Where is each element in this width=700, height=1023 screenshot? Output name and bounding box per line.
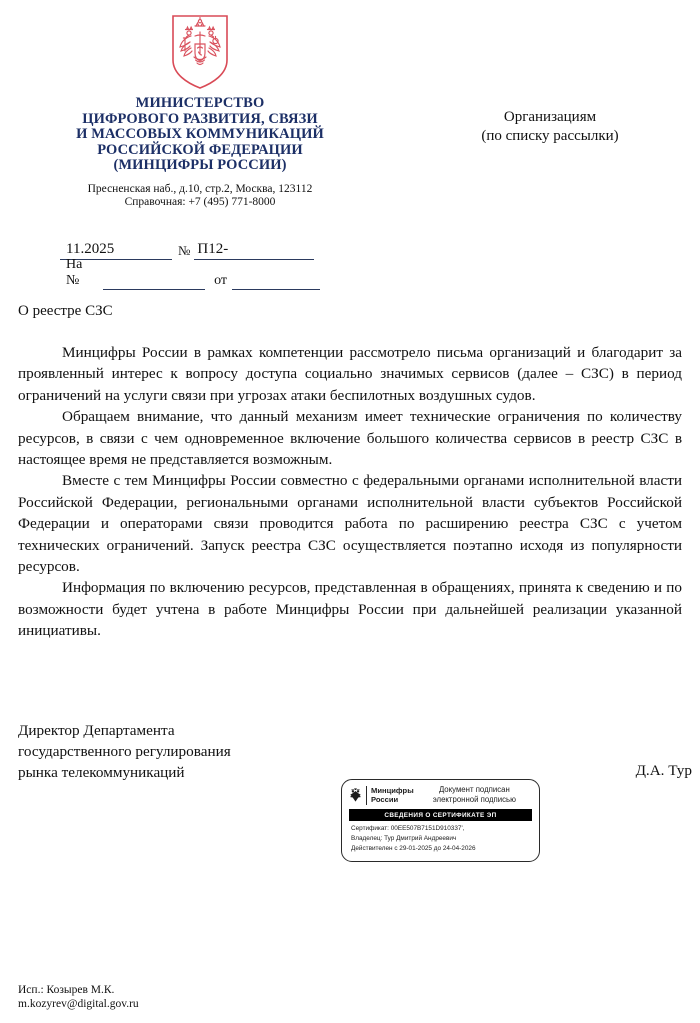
reference-block [60,238,320,290]
estamp-validity: Действителен с 29-01-2025 до 24-04-2026 [351,845,476,852]
reference-row-incoming [60,257,320,290]
estamp-signed-line-2: электронной подписью [432,795,516,804]
document-number: П12- [194,241,314,260]
addressee-line-2: (по списку рассылки) [481,128,619,144]
signatory-title-line-3: рынка телекоммуникаций [18,764,185,781]
incoming-date-blank [232,275,320,290]
ministry-title [0,96,400,174]
letter-body [18,342,682,642]
document-date: 11.2025 [60,241,172,260]
signatory-title-line-1: Директор Департамента [18,722,175,739]
ministry-title-line-2: ЦИФРОВОГО РАЗВИТИЯ, СВЯЗИ [82,110,318,127]
addressee-block [420,108,680,146]
signatory-name: Д.А. Тур [635,762,692,779]
incoming-date-label: от [214,273,228,288]
ministry-title-line-4: РОССИЙСКОЙ ФЕДЕРАЦИИ [97,141,303,158]
estamp-logo [349,786,414,805]
estamp-brand-line-2: России [371,795,399,804]
addressee-line-1: Организациям [503,109,597,125]
estamp-signed-line-1: Документ подписан [438,785,510,794]
reference-row-outgoing [60,238,320,260]
body-paragraph-3: Вместе с тем Минцифры России совместно с федеральными органами исполнительной власти Российской Федерации, региональными органами исполнительной власти субъектов Российской Федерации и операторами связи проводится работа по расширению реестра СЗС с учетом технических ограничений. Запуск реестра СЗС осуществляется поэтапно исходя из популярности ресурсов. [18,472,682,576]
ministry-title-line-1: МИНИСТЕРСТВО [135,95,265,111]
electronic-signature-stamp [341,779,540,862]
footer-email: m.kozyrev@digital.gov.ru [18,998,139,1010]
ministry-title-line-5: (МИНЦИФРЫ РОССИИ) [113,157,287,173]
body-paragraph-1: Минцифры России в рамках компетенции рассмотрело письма организаций и благодарит за проявленный интерес к вопросу доступа социально значимых сервисов (далее – СЗС) в период ограничений на услуги связи при угрозах атаки беспилотных воздушных судов. [18,344,682,404]
estamp-owner: Владелец: Тур Дмитрий Андреевич [351,835,457,842]
footer-executor: Исп.: Козырев М.К. [18,984,115,996]
estamp-certificate-number: Сертификат: 00EE507B7151D910337', [351,825,465,832]
ministry-contacts [0,183,400,210]
ministry-address: Пресненская наб., д.10, стр.2, Москва, 123112 [87,182,313,195]
russian-eagle-icon [349,788,362,802]
estamp-header [342,780,539,807]
estamp-certificate-details [342,821,539,854]
estamp-banner: СВЕДЕНИЯ О СЕРТИФИКАТЕ ЭП [349,809,532,821]
incoming-number-blank [103,275,205,290]
ministry-phone: Справочная: +7 (495) 771-8000 [124,196,276,208]
subject-line: О реестре СЗС [18,303,113,319]
estamp-signed-text [414,785,532,805]
incoming-number-label: На № [66,257,83,288]
document-number-label: № [178,243,191,258]
signatory-title [18,720,231,783]
letterhead [0,14,400,210]
ministry-title-line-3: И МАССОВЫХ КОММУНИКАЦИЙ [76,126,324,142]
document-footer [18,983,139,1011]
estamp-brand-line-1: Минцифры [371,785,414,795]
estamp-brand [371,786,414,804]
signatory-title-line-2: государственного регулирования [18,743,231,760]
estamp-logo-divider [366,786,367,805]
body-paragraph-4: Информация по включению ресурсов, представленная в обращениях, принята к сведению и по возможности будет учтена в работе Минцифры России при дальнейшей реализации указанной инициативы. [18,579,682,640]
body-paragraph-2: Обращаем внимание, что данный механизм имеет технические ограничения по количеству ресурсов, в связи с чем одновременное включение большого количества сервисов в реестр СЗС в настоящее время не представляется возможным. [18,408,682,469]
russian-coat-of-arms-icon [169,14,231,90]
